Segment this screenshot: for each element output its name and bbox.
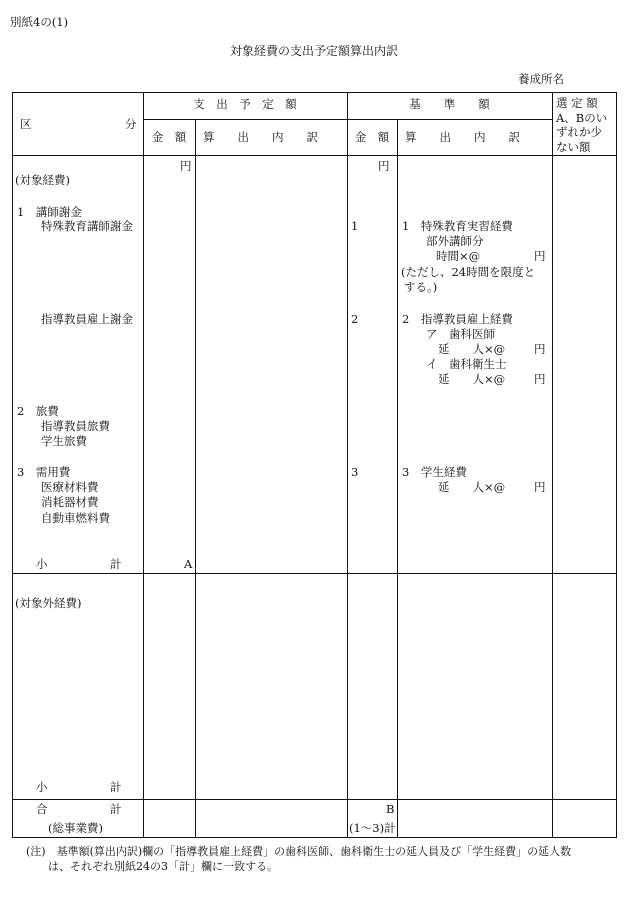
header-selected-amount: 選 定 額 A、Bのい ずれか少 ない額 [556, 96, 608, 154]
std2-b-yen: 円 [534, 372, 546, 386]
item3b: 消耗器材費 [41, 495, 99, 509]
header-calc-expense: 算 出 内 訳 [203, 130, 318, 144]
document-title: 対象経費の支出予定額算出内訳 [230, 44, 399, 58]
item2a: 指導教員旅費 [41, 419, 110, 433]
std2-a-yen: 円 [534, 342, 546, 356]
std2-a: ア 歯科医師 [426, 327, 495, 341]
std-number-1: 1 [351, 219, 359, 233]
subtotal2-label-end: 計 [110, 780, 122, 794]
item3a: 医療材料費 [41, 480, 99, 494]
std-number-3: 3 [351, 465, 359, 479]
item2b: 学生旅費 [41, 434, 87, 448]
nontarget-expenses-heading: (対象外経費) [15, 596, 82, 610]
header-category-end: 分 [125, 117, 137, 131]
header-amount-expense: 金 額 [151, 130, 187, 144]
std1-yen: 円 [534, 249, 546, 263]
std2-title: 2 指導教員雇上経費 [402, 312, 513, 326]
header-calc-standard: 算 出 内 訳 [405, 130, 520, 144]
mark-b: B [386, 802, 395, 816]
header-expense-group: 支 出 予 定 額 [193, 97, 297, 111]
mark-a: A [184, 557, 193, 571]
std3-line: 延 人×@ [438, 480, 506, 494]
item1b: 指導教員雇上謝金 [41, 312, 133, 326]
yen-unit-expense: 円 [180, 159, 192, 173]
footnote-line1: (注) 基準額(算出内訳)欄の「指導教員雇上経費」の歯科医師、歯科衛生士の延人員及び「学生経費」の延人数 [26, 845, 572, 858]
std1-title: 1 特殊教育実習経費 [402, 219, 513, 233]
item2-travel: 2 旅費 [17, 404, 59, 418]
header-amount-standard: 金 額 [354, 130, 390, 144]
std2-b-line: 延 人×@ [438, 372, 506, 386]
total-label-start: 合 [36, 802, 48, 816]
subtotal-label-start: 小 [36, 557, 48, 571]
institution-label: 養成所名 [518, 72, 564, 86]
subtotal-label-end: 計 [110, 557, 122, 571]
footnote-line2: は、それぞれ別紙24の3「計」欄に一致する。 [48, 860, 278, 873]
item3-supplies: 3 需用費 [17, 465, 71, 479]
std2-b: イ 歯科衛生士 [426, 357, 507, 371]
header-category: 区 [20, 117, 32, 131]
item1-lecturer-fee: 1 講師謝金 [17, 205, 82, 219]
std3-yen: 円 [534, 480, 546, 494]
yen-unit-standard: 円 [378, 159, 390, 173]
item3c: 自動車燃料費 [41, 511, 110, 525]
std2-a-line: 延 人×@ [438, 342, 506, 356]
std1-line2: 時間×@ [436, 249, 481, 263]
item1a: 特殊教育講師謝金 [41, 219, 133, 233]
header-standard-group: 基 準 額 [409, 97, 490, 111]
std1-line1: 部外講師分 [426, 234, 484, 248]
std1-note1: (ただし、24時間を限度と [401, 265, 536, 279]
std1-note2: する。) [404, 280, 438, 294]
subtotal2-label-start: 小 [36, 780, 48, 794]
standard-total-label: (1〜3)計 [349, 821, 396, 835]
std3-title: 3 学生経費 [402, 465, 467, 479]
std-number-2: 2 [351, 312, 359, 326]
total-business-cost: (総事業費) [48, 821, 103, 835]
attachment-label: 別紙4の(1) [10, 15, 69, 29]
total-label-end: 計 [110, 802, 122, 816]
target-expenses-heading: (対象経費) [15, 173, 70, 187]
